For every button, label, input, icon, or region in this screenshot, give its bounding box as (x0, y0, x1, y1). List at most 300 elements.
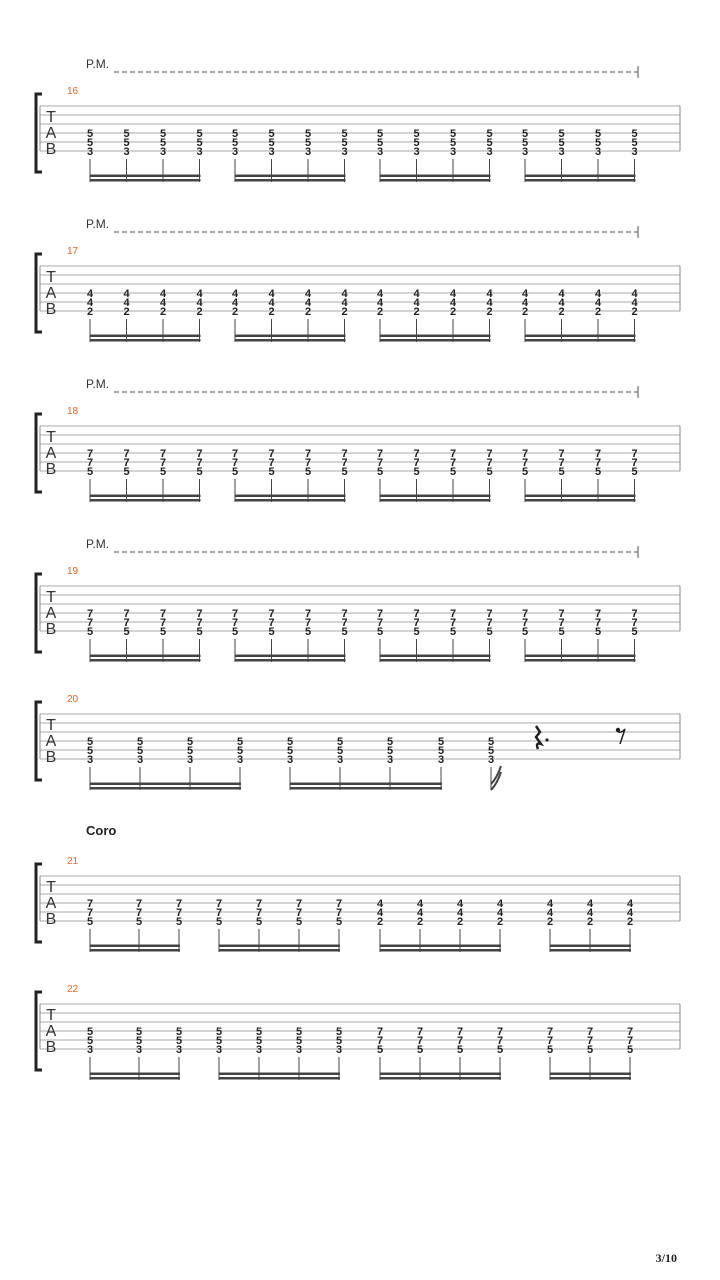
chord (438, 736, 444, 790)
tab-clef-letter: A (45, 895, 57, 912)
beam (90, 499, 201, 502)
fret-number: 5 (86, 137, 94, 149)
tab-clef (46, 429, 57, 478)
chord (486, 448, 492, 502)
fret-number: 7 (159, 608, 167, 620)
fret-number: 3 (437, 754, 445, 766)
tab-system-17 (36, 217, 680, 342)
fret-number: 3 (558, 146, 565, 158)
fret-number: 4 (86, 297, 94, 309)
fret-number: 7 (626, 1035, 634, 1047)
tab-clef (46, 589, 57, 638)
fret-number: 7 (486, 448, 493, 460)
fret-number: 4 (521, 288, 529, 300)
fret-number: 5 (631, 128, 638, 140)
tab-clef-letter: T (46, 269, 56, 286)
beam (380, 339, 491, 342)
fret-number: 7 (268, 448, 275, 460)
fret-number: 2 (123, 306, 130, 318)
tab-system-19 (36, 537, 680, 662)
fret-number: 2 (304, 306, 312, 318)
fret-number: 4 (268, 288, 275, 300)
beam (380, 659, 491, 662)
chord (631, 608, 637, 662)
chord (377, 1026, 383, 1080)
palm-mute-marking (86, 217, 638, 238)
fret-number: 7 (196, 457, 203, 469)
fret-number: 5 (521, 466, 529, 478)
fret-number: 2 (521, 306, 529, 318)
fret-number: 7 (626, 1026, 634, 1038)
tab-clef-letter: A (45, 733, 57, 750)
fret-number: 5 (196, 137, 203, 149)
chord (268, 288, 275, 342)
fret-number: 7 (496, 1035, 504, 1047)
fret-number: 5 (86, 1026, 94, 1038)
fret-number: 7 (123, 617, 130, 629)
chord (631, 288, 638, 342)
fret-number: 4 (86, 288, 94, 300)
fret-number: 7 (521, 617, 529, 629)
tab-clef-letter: B (45, 749, 57, 766)
fret-number: 7 (413, 608, 420, 620)
chord (87, 448, 93, 502)
fret-number: 7 (255, 907, 263, 919)
chord (587, 1026, 593, 1080)
fret-number: 2 (546, 916, 554, 928)
chord (497, 898, 504, 952)
fret-number: 5 (304, 137, 312, 149)
chord (305, 288, 312, 342)
fret-number: 4 (413, 297, 420, 309)
chord (305, 448, 311, 502)
fret-number: 5 (86, 916, 94, 928)
fret-number: 7 (268, 457, 275, 469)
fret-number: 5 (135, 1035, 143, 1047)
fret-number: 5 (558, 137, 565, 149)
fret-number: 7 (416, 1026, 424, 1038)
chord (196, 448, 202, 502)
chord (123, 448, 129, 502)
fret-number: 7 (123, 608, 130, 620)
fret-number: 5 (631, 466, 638, 478)
fret-number: 4 (341, 297, 348, 309)
beam (235, 175, 346, 178)
fret-number: 4 (631, 297, 638, 309)
fret-number: 5 (231, 137, 239, 149)
chord (413, 288, 420, 342)
chord (558, 288, 565, 342)
fret-number: 5 (335, 916, 343, 928)
fret-number: 5 (487, 736, 495, 748)
fret-number: 7 (215, 907, 223, 919)
fret-number: 7 (123, 448, 130, 460)
fret-number: 5 (159, 466, 167, 478)
beam (380, 499, 491, 502)
fret-number: 3 (286, 754, 294, 766)
fret-number: 4 (159, 297, 167, 309)
fret-number: 5 (521, 128, 529, 140)
tab-clef-letter: A (45, 285, 57, 302)
fret-number: 2 (631, 306, 638, 318)
chord (558, 608, 564, 662)
fret-number: 7 (631, 608, 638, 620)
chord (522, 448, 528, 502)
fret-number: 7 (268, 608, 275, 620)
fret-number: 5 (456, 1044, 464, 1056)
fret-number: 5 (159, 137, 167, 149)
beam (525, 179, 636, 182)
fret-number: 7 (521, 457, 529, 469)
tab-clef-letter: A (45, 605, 57, 622)
fret-number: 7 (594, 448, 602, 460)
chord (196, 608, 202, 662)
chord (160, 608, 166, 662)
chord (237, 736, 243, 790)
fret-number: 4 (376, 288, 384, 300)
fret-number: 5 (437, 745, 445, 757)
fret-number: 7 (231, 448, 239, 460)
section-label: Coro (86, 823, 117, 838)
fret-number: 4 (558, 288, 565, 300)
fret-number: 7 (449, 608, 457, 620)
tab-clef-letter: B (45, 1039, 57, 1056)
beam (90, 949, 180, 952)
fret-number: 7 (558, 457, 565, 469)
fret-number: 4 (449, 297, 457, 309)
chord (450, 128, 456, 182)
systems-layer (36, 57, 680, 1080)
palm-mute-label: P.M. (86, 537, 110, 551)
fret-number: 2 (594, 306, 602, 318)
fret-number: 3 (236, 754, 244, 766)
tab-clef-letter: A (45, 125, 57, 142)
fret-number: 4 (496, 907, 504, 919)
fret-number: 7 (376, 457, 384, 469)
beam (219, 949, 340, 952)
tab-clef-letter: B (45, 461, 57, 478)
chord (256, 1026, 262, 1080)
fret-number: 5 (135, 916, 143, 928)
fret-number: 5 (487, 745, 495, 757)
beam (550, 1077, 631, 1080)
chord (87, 736, 93, 790)
fret-number: 5 (336, 745, 344, 757)
fret-number: 5 (449, 128, 457, 140)
chord (413, 128, 419, 182)
beam (525, 655, 636, 658)
palm-mute-label: P.M. (86, 217, 110, 231)
beam (90, 659, 201, 662)
chord (196, 288, 203, 342)
fret-number: 5 (295, 1035, 303, 1047)
chord (187, 736, 193, 790)
chord (305, 608, 311, 662)
fret-number: 5 (136, 736, 144, 748)
chord (287, 736, 293, 790)
fret-number: 7 (159, 617, 167, 629)
fret-number: 7 (376, 617, 384, 629)
fret-number: 5 (416, 1044, 424, 1056)
fret-number: 4 (376, 898, 384, 910)
chord (87, 128, 93, 182)
tab-system-21 (36, 823, 680, 952)
fret-number: 3 (413, 146, 420, 158)
fret-number: 5 (336, 736, 344, 748)
fret-number: 7 (496, 1026, 504, 1038)
fret-number: 4 (196, 288, 203, 300)
fret-number: 4 (341, 288, 348, 300)
fret-number: 3 (86, 1044, 94, 1056)
beam (90, 175, 201, 178)
fret-number: 5 (196, 626, 203, 638)
chord (486, 608, 492, 662)
fret-number: 4 (123, 288, 130, 300)
fret-number: 2 (558, 306, 565, 318)
fret-number: 7 (335, 907, 343, 919)
chord (497, 1026, 503, 1080)
palm-mute-marking (86, 537, 638, 558)
fret-number: 7 (86, 617, 94, 629)
fret-number: 5 (631, 626, 638, 638)
fret-number: 5 (341, 128, 348, 140)
chord (450, 288, 457, 342)
fret-number: 2 (376, 306, 384, 318)
chord (627, 1026, 633, 1080)
fret-number: 4 (416, 898, 424, 910)
chord (595, 288, 602, 342)
beam (235, 655, 346, 658)
fret-number: 3 (521, 146, 529, 158)
measure-number: 20 (67, 694, 79, 705)
fret-number: 5 (386, 736, 394, 748)
fret-number: 4 (586, 898, 594, 910)
fret-number: 5 (376, 137, 384, 149)
tab-clef-letter: T (46, 1007, 56, 1024)
fret-number: 7 (268, 617, 275, 629)
chord (595, 608, 601, 662)
beam (380, 1073, 501, 1076)
fret-number: 5 (135, 1026, 143, 1038)
fret-number: 4 (586, 907, 594, 919)
beam (525, 335, 636, 338)
fret-number: 7 (631, 448, 638, 460)
tab-clef (46, 269, 57, 318)
palm-mute-label: P.M. (86, 377, 110, 391)
fret-number: 5 (376, 1044, 384, 1056)
fret-number: 5 (558, 128, 565, 140)
chord (336, 1026, 342, 1080)
fret-number: 5 (304, 128, 312, 140)
fret-number: 3 (159, 146, 167, 158)
fret-number: 5 (586, 1044, 594, 1056)
fret-number: 7 (586, 1026, 594, 1038)
beam (90, 655, 201, 658)
fret-number: 7 (135, 898, 143, 910)
chord (631, 448, 637, 502)
chord (417, 898, 424, 952)
fret-number: 7 (123, 457, 130, 469)
fret-number: 7 (159, 457, 167, 469)
fret-number: 2 (268, 306, 275, 318)
beam (525, 175, 636, 178)
fret-number: 7 (215, 898, 223, 910)
beam (90, 787, 241, 790)
fret-number: 4 (231, 288, 239, 300)
chord (176, 1026, 182, 1080)
beam (380, 179, 491, 182)
fret-number: 7 (255, 898, 263, 910)
fret-number: 5 (268, 466, 275, 478)
chord (137, 736, 143, 790)
fret-number: 7 (175, 898, 183, 910)
fret-number: 5 (341, 137, 348, 149)
fret-number: 7 (376, 1035, 384, 1047)
fret-number: 5 (215, 916, 223, 928)
fret-number: 5 (255, 916, 263, 928)
fret-number: 5 (236, 745, 244, 757)
fret-number: 2 (86, 306, 94, 318)
fret-number: 4 (456, 907, 464, 919)
fret-number: 7 (304, 617, 312, 629)
chord (377, 608, 383, 662)
chord (305, 128, 311, 182)
tab-clef (46, 109, 57, 158)
fret-number: 3 (196, 146, 203, 158)
chord (631, 128, 637, 182)
chord (256, 898, 262, 952)
fret-number: 5 (304, 626, 312, 638)
fret-number: 4 (486, 297, 493, 309)
fret-number: 7 (416, 1035, 424, 1047)
chord (413, 448, 419, 502)
fret-number: 5 (86, 626, 94, 638)
fret-number: 7 (521, 608, 529, 620)
fret-number: 3 (215, 1044, 223, 1056)
fret-number: 4 (626, 907, 634, 919)
measure-number: 19 (67, 566, 79, 577)
fret-number: 5 (594, 137, 602, 149)
fret-number: 5 (594, 626, 602, 638)
measure-number: 22 (67, 984, 79, 995)
fret-number: 7 (594, 457, 602, 469)
palm-mute-marking (86, 377, 638, 398)
chord (216, 1026, 222, 1080)
fret-number: 4 (546, 898, 554, 910)
fret-number: 4 (456, 898, 464, 910)
fret-number: 2 (449, 306, 457, 318)
chord (196, 128, 202, 182)
fret-number: 7 (413, 457, 420, 469)
fret-number: 3 (487, 754, 495, 766)
fret-number: 7 (159, 448, 167, 460)
fret-number: 7 (486, 457, 493, 469)
fret-number: 5 (186, 745, 194, 757)
fret-number: 5 (304, 466, 312, 478)
fret-number: 5 (86, 1035, 94, 1047)
fret-number: 3 (268, 146, 275, 158)
chord (413, 608, 419, 662)
fret-number: 7 (449, 617, 457, 629)
fret-number: 5 (136, 745, 144, 757)
tab-clef-letter: T (46, 109, 56, 126)
quarter-rest-dotted (536, 726, 549, 749)
beam (380, 175, 491, 178)
fret-number: 5 (175, 1035, 183, 1047)
fret-number: 5 (449, 466, 457, 478)
fret-number: 7 (558, 617, 565, 629)
fret-number: 5 (159, 128, 167, 140)
tab-system-22 (36, 984, 680, 1080)
measure-number: 17 (67, 246, 79, 257)
fret-number: 3 (231, 146, 239, 158)
tab-system-20 (36, 694, 680, 790)
fret-number: 4 (594, 297, 602, 309)
fret-number: 4 (231, 297, 239, 309)
chord (268, 448, 274, 502)
beam (550, 1073, 631, 1076)
beam (290, 783, 442, 786)
fret-number: 3 (295, 1044, 303, 1056)
chord (136, 1026, 142, 1080)
fret-number: 7 (413, 448, 420, 460)
fret-number: 5 (376, 466, 384, 478)
chord (232, 128, 238, 182)
fret-number: 4 (413, 288, 420, 300)
fret-number: 5 (626, 1044, 634, 1056)
fret-number: 7 (631, 457, 638, 469)
fret-number: 3 (376, 146, 384, 158)
fret-number: 7 (486, 608, 493, 620)
chord (457, 1026, 463, 1080)
chord (547, 898, 554, 952)
fret-number: 7 (376, 448, 384, 460)
fret-number: 5 (486, 128, 493, 140)
chord (522, 128, 528, 182)
fret-number: 5 (159, 626, 167, 638)
fret-number: 5 (286, 736, 294, 748)
fret-number: 5 (175, 916, 183, 928)
fret-number: 3 (86, 146, 94, 158)
fret-number: 7 (449, 448, 457, 460)
fret-number: 5 (123, 137, 130, 149)
fret-number: 7 (196, 448, 203, 460)
tab-clef-letter: T (46, 589, 56, 606)
beam (90, 1077, 180, 1080)
fret-number: 5 (413, 128, 420, 140)
fret-number: 3 (175, 1044, 183, 1056)
fret-number: 7 (376, 608, 384, 620)
fret-number: 5 (175, 1026, 183, 1038)
fret-number: 5 (376, 626, 384, 638)
fret-number: 7 (295, 907, 303, 919)
fret-number: 5 (413, 466, 420, 478)
beam (235, 339, 346, 342)
fret-number: 7 (86, 457, 94, 469)
fret-number: 4 (416, 907, 424, 919)
fret-number: 7 (304, 457, 312, 469)
chord (123, 288, 130, 342)
fret-number: 5 (546, 1044, 554, 1056)
chord (558, 128, 564, 182)
fret-number: 7 (486, 617, 493, 629)
fret-number: 5 (594, 128, 602, 140)
fret-number: 4 (546, 907, 554, 919)
fret-number: 5 (86, 466, 94, 478)
fret-number: 7 (456, 1026, 464, 1038)
chord (595, 448, 601, 502)
fret-number: 5 (231, 466, 239, 478)
